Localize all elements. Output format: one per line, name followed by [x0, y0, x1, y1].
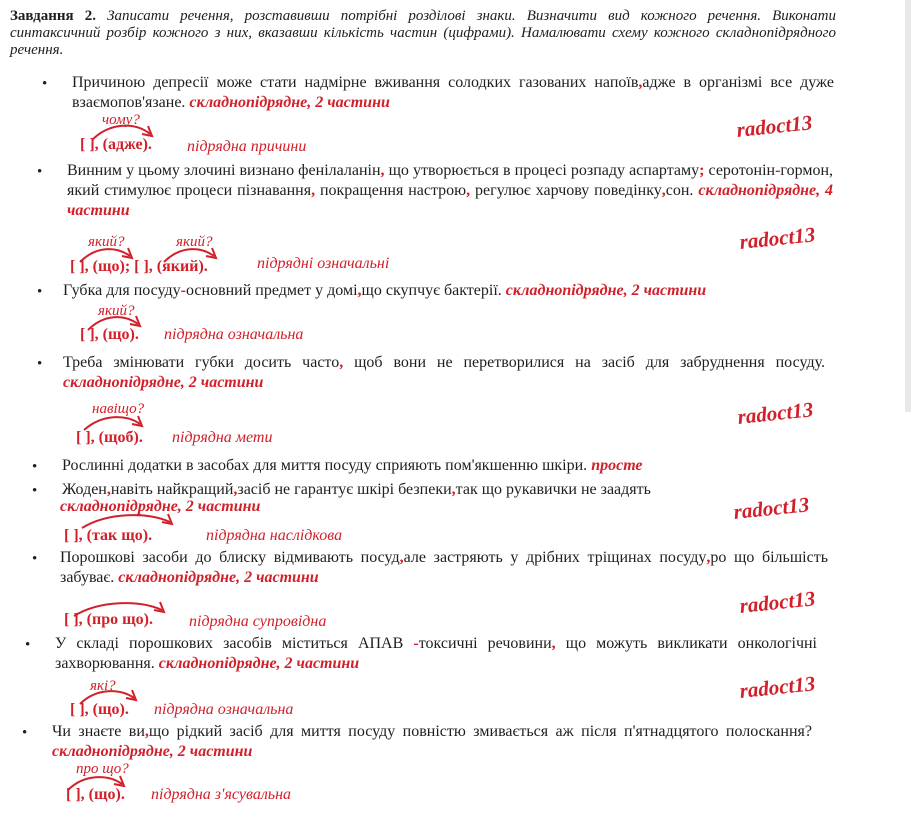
sentence-type: складнопідрядне, 2 частини: [158, 655, 360, 672]
bullet: •: [22, 725, 28, 741]
sentence-8: У складі порошкових засобів міститься АПАВ -токсичні речовини, що можуть викликати онкологічні захворювання. складнопідрядне, 2 частини: [55, 635, 818, 672]
sentence-5: Рослинні додатки в засобах для миття посуду сприяють пом'якшенню шкіри. просте: [62, 457, 643, 474]
question-label: чому?: [102, 112, 140, 128]
sentence-type: складнопідрядне, 4 частини: [67, 182, 834, 219]
sentence-2: Винним у цьому злочині визнано фенілаланін, що утворюється в процесі розпаду аспартаму; серотонін-гормон, який стимулює процеси пізнавання, покращення настрою, регулює харчову поведінку,сон. складнопідрядне, 4 частини: [67, 162, 834, 219]
sentence-type: складнопідрядне, 2 частини: [118, 569, 319, 586]
sentence-1: Причиною депресії може стати надмірне вживання солодких газованих напоїв,адже в організмі все дуже взаємопов'язане. складнопідрядне, 2 частини: [72, 74, 834, 111]
question-label: які?: [90, 678, 116, 694]
clause-type-note: підрядна причини: [187, 138, 307, 155]
sentence-scheme: [ ], (що).: [70, 701, 129, 718]
sentence-scheme: [ ], (адже).: [80, 136, 152, 153]
question-label: про що?: [76, 761, 129, 777]
bullet: •: [32, 551, 38, 567]
clause-type-note: підрядна означальна: [164, 326, 304, 343]
sentence-3: Губка для посуду-основний предмет у домі,що скупчує бактерії. складнопідрядне, 2 частини: [63, 282, 707, 299]
sentence-scheme: [ ], (про що).: [64, 611, 153, 628]
task-heading: [10, 8, 836, 59]
sentence-9: Чи знаєте ви,що рідкий засіб для миття посуду повністю змивається аж після п'ятнадцятого полоскання? складнопідрядне, 2 частини: [52, 723, 812, 760]
watermark: radoct13: [732, 492, 811, 525]
bullet: •: [25, 637, 31, 653]
sentence-7: Порошкові засоби до блиску відмивають посуд,але застряють у дрібних тріщинах посуду,ро що більшість забуває. складнопідрядне, 2 частини: [60, 549, 828, 586]
task-label: Завдання 2.: [10, 8, 96, 24]
sentence-type: складнопідрядне, 2 частини: [60, 498, 261, 515]
sentence-type: складнопідрядне, 2 частини: [52, 743, 253, 760]
sentence-type: просте: [591, 457, 643, 474]
bullet: •: [37, 284, 43, 300]
question-label: навіщо?: [92, 401, 145, 417]
bullet: •: [32, 459, 38, 475]
bullet: •: [32, 483, 38, 499]
sentence-6: Жоден,навіть найкращий,засіб не гарантує шкірі безпеки,так що рукавички не заадять: [62, 481, 651, 498]
bullet: •: [37, 356, 43, 372]
scrollbar[interactable]: [905, 0, 911, 412]
question-label: який?: [176, 234, 213, 250]
watermark: radoct13: [738, 671, 817, 704]
clause-type-note: підрядні означальні: [257, 255, 390, 272]
sentence-type: складнопідрядне, 2 частини: [505, 282, 707, 299]
sentence-scheme: [ ], (що); [ ], (який).: [70, 258, 208, 275]
clause-type-note: підрядна супровідна: [189, 613, 327, 630]
sentence-type: складнопідрядне, 2 частини: [63, 374, 264, 391]
sentence-scheme: [ ], (що).: [80, 326, 139, 343]
clause-type-note: підрядна наслідкова: [206, 527, 343, 544]
watermark: radoct13: [738, 586, 817, 619]
sentence-4: Треба змінювати губки досить часто, щоб вони не перетворилися на засіб для забруднення посуду. складнопідрядне, 2 частини: [63, 354, 826, 391]
sentence-scheme: [ ], (що).: [66, 786, 125, 803]
sentence-scheme: [ ], (так що).: [64, 527, 153, 544]
watermark: radoct13: [738, 222, 817, 255]
question-label: який?: [98, 303, 135, 319]
clause-type-note: підрядна означальна: [154, 701, 294, 718]
bullet: •: [37, 164, 43, 180]
question-label: який?: [88, 234, 125, 250]
watermark: radoct13: [736, 397, 815, 430]
watermark: radoct13: [735, 110, 814, 143]
bullet: •: [42, 76, 48, 92]
sentence-scheme: [ ], (щоб).: [76, 429, 143, 446]
task-text: Записати речення, розставивши потрібні розділові знаки. Визначити вид кожного речення. Виконати синтаксичний розбір кожного з них, вказавши кількість частин (цифрами). Намалювати схему кожного складнопідрядного речення.: [10, 8, 837, 58]
sentence-type: складнопідрядне, 2 частини: [189, 94, 390, 111]
clause-type-note: підрядна з'ясувальна: [151, 786, 292, 803]
clause-type-note: підрядна мети: [172, 429, 273, 446]
